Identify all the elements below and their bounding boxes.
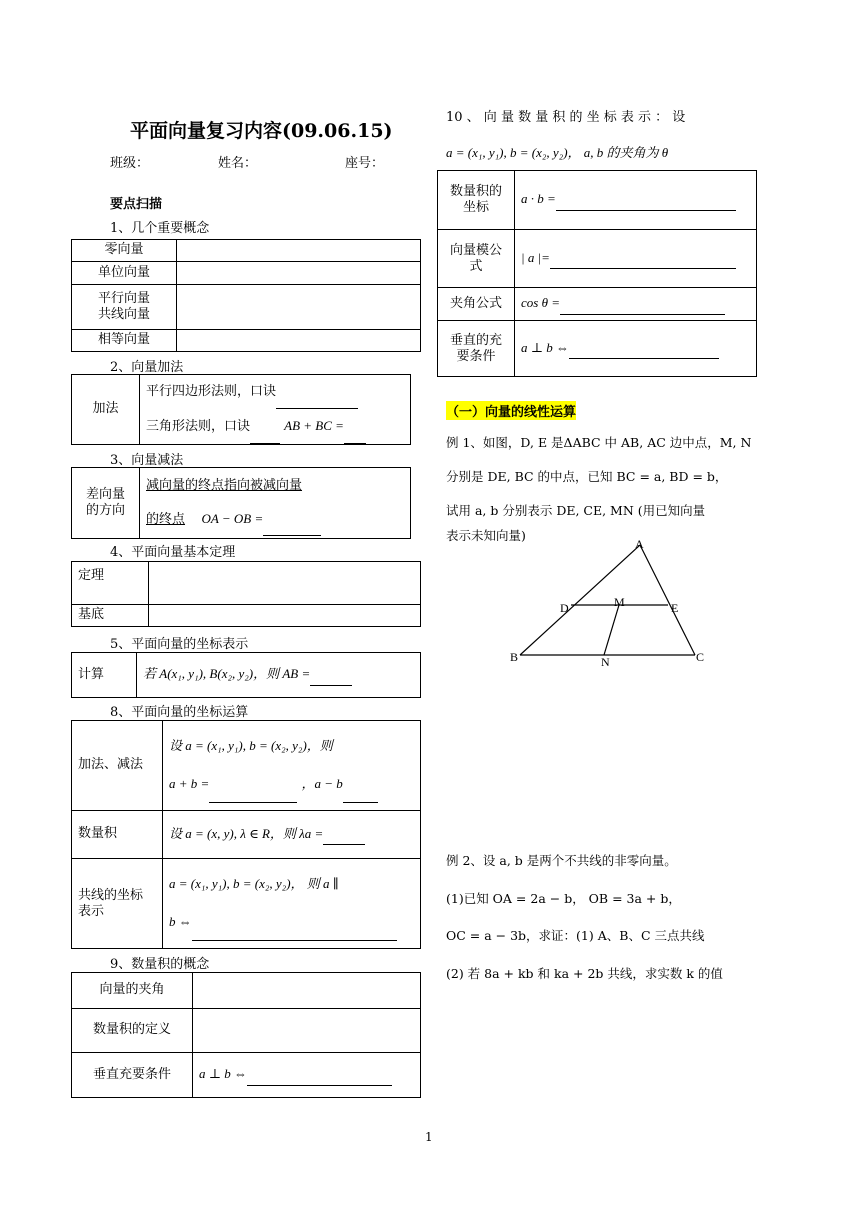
- triangle-figure: [500, 535, 730, 675]
- subtraction-table: 差向量 的方向 减向量的终点指向被减向量 的终点 OA − OB =: [71, 467, 411, 539]
- s2-heading: 2、向量加法: [110, 360, 184, 375]
- dot-product-label: 数量积: [72, 811, 163, 859]
- label-e: E: [671, 601, 679, 615]
- page-number: 1: [425, 1130, 433, 1144]
- collinear-label: 共线的坐标 表示: [72, 859, 163, 949]
- label-a: A: [635, 537, 644, 551]
- s10-line1: 10 、 向 量 数 量 积 的 坐 标 表 示 ： 设: [446, 110, 686, 125]
- segment-mn: [604, 605, 619, 655]
- addition-label: 加法: [72, 375, 140, 445]
- s8-heading: 8、平面向量的坐标运算: [110, 705, 249, 720]
- perpendicular-label: 垂直充要条件: [72, 1053, 193, 1098]
- label-n: N: [601, 655, 610, 669]
- definition-label: 数量积的定义: [72, 1009, 193, 1053]
- s1-heading: 1、几个重要概念: [110, 221, 210, 236]
- theorem-label: 定理: [72, 562, 149, 605]
- label-c: C: [696, 650, 705, 664]
- basic-theorem-table: [71, 561, 421, 627]
- class-label: 班级：: [110, 156, 150, 171]
- addition-formula: AB + BC =: [284, 418, 344, 433]
- add-sub-label: 加法、减法: [72, 721, 163, 811]
- addition-table: 加法 平行四边形法则，口诀 三角形法则，口诀 AB + BC =: [71, 374, 411, 445]
- coordinate-ops-table: 加法、减法 设 a = (x₁, y₁), b = (x₂, y₂)，则 a + b = ，a − b 数量积 设 a = (x, y), λ ∈ R，则 λa = 共线的坐标 表示 a = (x₁, y₁), b = (x₂, y₂)， 则 a ∥ b ⇔: [71, 720, 421, 949]
- dot-product-concept-table: 向量的夹角 数量积的定义 垂直充要条件 a ⊥ b ⇔: [71, 972, 421, 1098]
- s4-heading: 4、平面向量基本定理: [110, 545, 236, 560]
- label-b: B: [510, 650, 519, 664]
- page-title: 平面向量复习内容(09.06.15): [130, 120, 393, 142]
- subtraction-label: 差向量 的方向: [72, 468, 140, 539]
- label-m: M: [614, 595, 625, 609]
- equal-vector-label: 相等向量: [72, 330, 177, 352]
- basis-label: 基底: [72, 605, 149, 627]
- coordinate-table: [71, 652, 421, 698]
- side-ac: [640, 545, 695, 655]
- s9-heading: 9、数量积的概念: [110, 957, 210, 972]
- s3-heading: 3、向量减法: [110, 453, 184, 468]
- seat-label: 座号：: [345, 156, 385, 171]
- parallel-vector-label: 平行向量 共线向量: [72, 285, 177, 330]
- key-points-heading: 要点扫描: [110, 197, 163, 212]
- linear-ops-heading: （一）向量的线性运算: [446, 401, 576, 420]
- angle-label: 向量的夹角: [72, 973, 193, 1009]
- label-d: D: [560, 601, 569, 615]
- example-2: 例 2、设 a, b 是两个不共线的非零向量。 (1)已知 OA = 2a − b， OB = 3a + b， OC = a − 3b，求证：(1) A、B、C 三点共线 (2) 若 8a + kb 和 ka + 2b 共线，求实数 k 的值: [446, 853, 723, 981]
- name-label: 姓名：: [218, 156, 258, 171]
- s5-heading: 5、平面向量的坐标表示: [110, 637, 249, 652]
- dot-coordinate-table: 数量积的 坐标 a · b = 向量模公 式 | a |= 夹角公式 cos θ = 垂直的充 要条件 a ⊥ b ⇔: [437, 170, 757, 377]
- subtraction-formula: OA − OB =: [201, 510, 264, 526]
- unit-vector-label: 单位向量: [72, 262, 177, 285]
- example-1: 例 1、如图，D, E 是ΔABC 中 AB, AC 边中点，M, N 分别是 DE, BC 的中点，已知 BC = a, BD = b， 试用 a, b 分别表示 DE, CE, MN (用已知向量 表示未知向量): [446, 435, 752, 544]
- compute-label: 计算: [72, 653, 137, 698]
- s10-line2: a = (x₁, y₁), b = (x₂, y₂)， a, b 的夹角为 θ: [446, 145, 669, 160]
- zero-vector-label: 零向量: [72, 240, 177, 262]
- concepts-table: [71, 239, 421, 352]
- coordinate-formula: 若 A(x₁, y₁), B(x₂, y₂)，则 AB =: [143, 666, 311, 682]
